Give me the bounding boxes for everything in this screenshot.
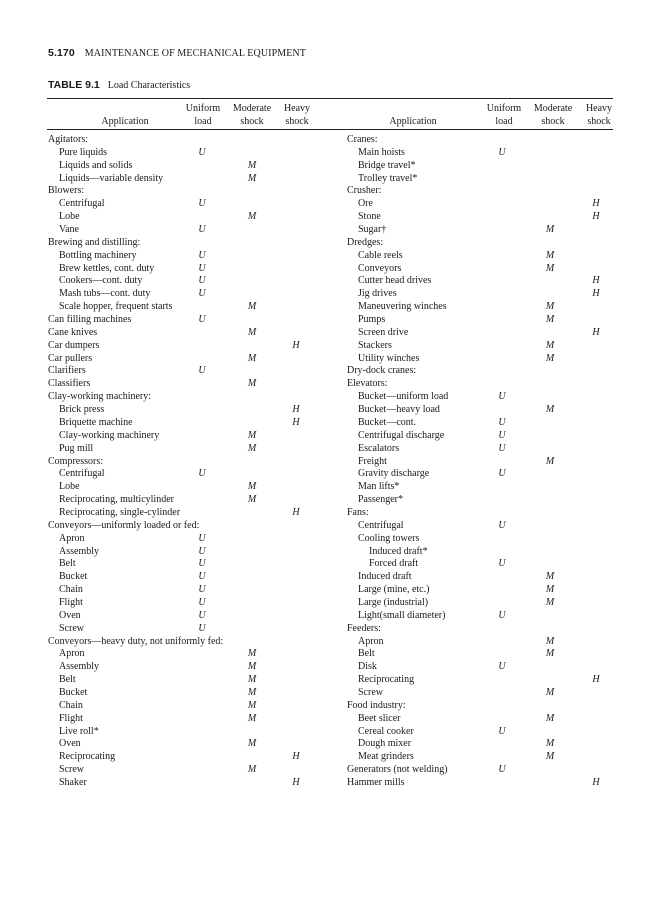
application-cell: Pumps (358, 314, 386, 326)
uniform-load-cell: U (498, 519, 506, 531)
heavy-shock-cell: H (592, 288, 600, 300)
table-row (0, 443, 662, 456)
table-top-rule (47, 98, 613, 99)
table-row (0, 687, 662, 700)
col-header-application-right: Application (389, 116, 437, 127)
moderate-shock-cell: M (545, 635, 555, 647)
heavy-shock-cell: H (292, 751, 300, 763)
moderate-shock-cell: M (247, 764, 257, 776)
application-cell: Blowers: (48, 185, 85, 197)
table-row (0, 546, 662, 559)
uniform-load-cell: U (498, 391, 506, 403)
col-header-moderate-line2: shock (240, 115, 264, 127)
application-cell: Bridge travel* (358, 159, 416, 171)
application-cell: Food industry: (347, 699, 406, 711)
uniform-load-cell: U (198, 198, 206, 210)
application-cell: Hammer mills (347, 777, 405, 788)
moderate-shock-cell: M (545, 584, 555, 596)
table-row (0, 353, 662, 366)
moderate-shock-cell: M (247, 301, 257, 313)
application-cell: Pug mill (59, 442, 94, 454)
table-row (0, 636, 662, 649)
heavy-shock-cell: H (592, 211, 600, 223)
table-row (0, 623, 662, 636)
application-cell: Gravity discharge (358, 468, 430, 480)
application-cell: Live roll* (59, 725, 99, 737)
application-cell: Cranes: (347, 134, 378, 145)
application-cell: Flight (59, 712, 83, 724)
application-cell: Cable reels (358, 249, 403, 261)
application-cell: Compressors: (48, 455, 103, 467)
table-row (0, 288, 662, 301)
table-row (0, 507, 662, 520)
application-cell: Clay-working machinery: (48, 391, 152, 403)
application-cell: Clarifiers (48, 365, 86, 377)
application-cell: Centrifugal (59, 468, 105, 480)
col-header-uniform-left (180, 103, 226, 128)
uniform-load-cell: U (198, 571, 206, 583)
moderate-shock-cell: M (545, 571, 555, 583)
application-cell: Reciprocating (358, 674, 415, 686)
uniform-load-cell: U (198, 275, 206, 287)
page-number: 5.170 (48, 47, 75, 59)
moderate-shock-cell: M (247, 481, 257, 493)
heavy-shock-cell: H (592, 674, 600, 686)
table-row (0, 584, 662, 597)
application-cell: Apron (59, 648, 85, 660)
heavy-shock-cell: H (592, 198, 600, 210)
application-cell: Stone (358, 211, 381, 223)
table-row (0, 738, 662, 751)
table-row (0, 533, 662, 546)
heavy-shock-cell: H (292, 339, 300, 351)
application-cell: Screw (59, 622, 84, 634)
application-cell: Beet slicer (358, 712, 401, 724)
application-cell: Utility winches (358, 352, 420, 364)
col-header-moderate-left (228, 103, 276, 128)
heavy-shock-cell: H (292, 506, 300, 518)
table-row (0, 327, 662, 340)
moderate-shock-cell: M (247, 429, 257, 441)
moderate-shock-cell: M (545, 686, 555, 698)
moderate-shock-cell: M (545, 352, 555, 364)
application-cell: Reciprocating (59, 751, 116, 763)
uniform-load-cell: U (198, 365, 206, 377)
moderate-shock-cell: M (545, 224, 555, 236)
uniform-load-cell: U (198, 262, 206, 274)
table-row (0, 237, 662, 250)
application-cell: Briquette machine (59, 416, 133, 428)
moderate-shock-cell: M (247, 494, 257, 506)
table-row (0, 430, 662, 443)
col-header-heavy-right (578, 103, 620, 128)
uniform-load-cell: U (498, 468, 506, 480)
col-header-moderate-line1: Moderate (232, 103, 272, 114)
table-row (0, 456, 662, 469)
moderate-shock-cell: M (545, 314, 555, 326)
application-cell: Induced draft* (369, 545, 428, 557)
running-title: MAINTENANCE OF MECHANICAL EQUIPMENT (84, 48, 306, 59)
application-cell: Main hoists (358, 146, 405, 158)
uniform-load-cell: U (498, 764, 506, 776)
application-cell: Bucket (59, 686, 88, 698)
application-cell: Cookers—cont. duty (59, 275, 143, 287)
col-header-moderate-line1: Moderate (533, 103, 573, 114)
heavy-shock-cell: H (292, 777, 300, 788)
application-cell: Dough mixer (358, 738, 412, 750)
table-row (0, 275, 662, 288)
application-cell: Forced draft (369, 558, 419, 570)
application-cell: Brewing and distilling: (48, 236, 141, 248)
application-cell: Screw (59, 764, 84, 776)
application-cell: Light(small diameter) (358, 609, 446, 621)
uniform-load-cell: U (198, 558, 206, 570)
application-cell: Pure liquids (59, 146, 108, 158)
table-row (0, 597, 662, 610)
application-cell: Oven (59, 738, 81, 750)
application-cell: Reciprocating, multicylinder (59, 494, 174, 506)
application-cell: Lobe (59, 481, 80, 493)
uniform-load-cell: U (198, 314, 206, 326)
uniform-load-cell: U (498, 442, 506, 454)
col-header-heavy-line1: Heavy (585, 103, 613, 114)
table-row (0, 250, 662, 263)
table-row (0, 571, 662, 584)
application-cell: Cane knives (48, 326, 98, 338)
application-cell: Mash tubs—cont. duty (59, 288, 151, 300)
table-row (0, 777, 662, 790)
application-cell: Centrifugal (358, 519, 404, 531)
table-caption (48, 79, 190, 91)
col-header-uniform-line1: Uniform (185, 103, 221, 114)
heavy-shock-cell: H (292, 404, 300, 416)
moderate-shock-cell: M (247, 352, 257, 364)
application-cell: Belt (358, 648, 375, 660)
application-cell: Screen drive (358, 326, 409, 338)
application-cell: Cutter head drives (358, 275, 432, 287)
application-cell: Belt (59, 674, 76, 686)
table-row (0, 404, 662, 417)
col-header-application-left: Application (101, 116, 149, 127)
col-header-moderate-right (529, 103, 577, 128)
application-cell: Car pullers (48, 352, 93, 364)
table-row (0, 391, 662, 404)
table-row (0, 417, 662, 430)
table-row (0, 378, 662, 391)
moderate-shock-cell: M (247, 159, 257, 171)
moderate-shock-cell: M (247, 326, 257, 338)
table-row (0, 648, 662, 661)
application-cell: Elevators: (347, 378, 388, 390)
application-cell: Freight (358, 455, 387, 467)
table-row (0, 481, 662, 494)
moderate-shock-cell: M (247, 648, 257, 660)
application-cell: Cereal cooker (358, 725, 414, 737)
table-title: Load Characteristics (107, 80, 191, 91)
application-cell: Brick press (59, 404, 105, 416)
table-header-rule (47, 129, 613, 130)
uniform-load-cell: U (198, 545, 206, 557)
table-row (0, 160, 662, 173)
uniform-load-cell: U (498, 558, 506, 570)
application-cell: Ore (358, 198, 373, 210)
moderate-shock-cell: M (545, 262, 555, 274)
running-header (48, 47, 306, 59)
moderate-shock-cell: M (545, 404, 555, 416)
moderate-shock-cell: M (545, 301, 555, 313)
uniform-load-cell: U (198, 532, 206, 544)
table-row (0, 134, 662, 147)
moderate-shock-cell: M (545, 596, 555, 608)
table-row (0, 185, 662, 198)
application-cell: Conveyors—uniformly loaded or fed: (48, 519, 200, 531)
col-header-uniform-line2: load (194, 115, 212, 127)
application-cell: Flight (59, 596, 83, 608)
application-cell: Dredges: (347, 236, 384, 248)
moderate-shock-cell: M (247, 674, 257, 686)
application-cell: Fans: (347, 506, 369, 518)
table-row (0, 713, 662, 726)
col-header-heavy-line2: shock (285, 115, 309, 127)
moderate-shock-cell: M (247, 738, 257, 750)
application-cell: Conveyors—heavy duty, not uniformly fed: (48, 635, 224, 647)
uniform-load-cell: U (198, 224, 206, 236)
moderate-shock-cell: M (247, 211, 257, 223)
uniform-load-cell: U (198, 146, 206, 158)
uniform-load-cell: U (198, 584, 206, 596)
application-cell: Assembly (59, 545, 99, 557)
table-row (0, 726, 662, 739)
application-cell: Centrifugal (59, 198, 105, 210)
application-cell: Assembly (59, 661, 99, 673)
application-cell: Screw (358, 686, 383, 698)
table-row (0, 301, 662, 314)
application-cell: Scale hopper, frequent starts (59, 301, 173, 313)
moderate-shock-cell: M (247, 686, 257, 698)
application-cell: Clay-working machinery (59, 429, 160, 441)
col-header-moderate-line2: shock (541, 115, 565, 127)
application-cell: Sugar† (358, 224, 387, 236)
uniform-load-cell: U (498, 416, 506, 428)
moderate-shock-cell: M (247, 172, 257, 184)
heavy-shock-cell: H (592, 326, 600, 338)
table-row (0, 520, 662, 533)
application-cell: Feeders: (347, 622, 381, 634)
table-row (0, 751, 662, 764)
table-row (0, 314, 662, 327)
col-header-heavy-line2: shock (587, 115, 611, 127)
col-header-uniform-right (481, 103, 527, 128)
table-row (0, 764, 662, 777)
application-cell: Disk (358, 661, 377, 673)
moderate-shock-cell: M (247, 699, 257, 711)
table-row (0, 674, 662, 687)
moderate-shock-cell: M (545, 249, 555, 261)
table-row (0, 198, 662, 211)
col-header-heavy-left (276, 103, 318, 128)
moderate-shock-cell: M (247, 378, 257, 390)
application-cell: Escalators (358, 442, 400, 454)
uniform-load-cell: U (498, 429, 506, 441)
uniform-load-cell: U (198, 288, 206, 300)
application-cell: Liquids and solids (59, 159, 133, 171)
application-cell: Passenger* (358, 494, 403, 506)
table-row (0, 224, 662, 237)
application-cell: Induced draft (358, 571, 412, 583)
application-cell: Conveyors (358, 262, 402, 274)
table-row (0, 468, 662, 481)
moderate-shock-cell: M (247, 661, 257, 673)
table-row (0, 147, 662, 160)
application-cell: Bucket—heavy load (358, 404, 440, 416)
application-cell: Cooling towers (358, 532, 420, 544)
application-cell: Man lifts* (358, 481, 400, 493)
application-cell: Jig drives (358, 288, 397, 300)
col-header-heavy-line1: Heavy (283, 103, 311, 114)
application-cell: Generators (not welding) (347, 764, 448, 776)
application-cell: Liquids—variable density (59, 172, 164, 184)
heavy-shock-cell: H (592, 275, 600, 287)
application-cell: Centrifugal discharge (358, 429, 445, 441)
application-cell: Belt (59, 558, 76, 570)
application-cell: Reciprocating, single-cylinder (59, 506, 181, 518)
uniform-load-cell: U (498, 609, 506, 621)
uniform-load-cell: U (498, 661, 506, 673)
application-cell: Apron (59, 532, 85, 544)
heavy-shock-cell: H (292, 416, 300, 428)
table-row (0, 365, 662, 378)
application-cell: Brew kettles, cont. duty (59, 262, 155, 274)
table-row (0, 700, 662, 713)
application-cell: Lobe (59, 211, 80, 223)
uniform-load-cell: U (198, 596, 206, 608)
application-cell: Bucket—cont. (358, 416, 417, 428)
uniform-load-cell: U (198, 609, 206, 621)
application-cell: Classifiers (48, 378, 91, 390)
application-cell: Bucket (59, 571, 88, 583)
moderate-shock-cell: M (545, 712, 555, 724)
moderate-shock-cell: M (545, 648, 555, 660)
col-header-uniform-line1: Uniform (486, 103, 522, 114)
uniform-load-cell: U (198, 468, 206, 480)
table-row (0, 340, 662, 353)
application-cell: Car dumpers (48, 339, 100, 351)
table-row (0, 173, 662, 186)
application-cell: Vane (59, 224, 79, 236)
table-row (0, 263, 662, 276)
application-cell: Crusher: (347, 185, 382, 197)
table-number: TABLE 9.1 (48, 79, 100, 91)
moderate-shock-cell: M (545, 738, 555, 750)
application-cell: Can filling machines (48, 314, 132, 326)
moderate-shock-cell: M (545, 751, 555, 763)
application-cell: Apron (358, 635, 384, 647)
uniform-load-cell: U (198, 622, 206, 634)
table-row (0, 558, 662, 571)
table-row (0, 661, 662, 674)
moderate-shock-cell: M (545, 455, 555, 467)
application-cell: Chain (59, 584, 83, 596)
application-cell: Meat grinders (358, 751, 414, 763)
application-cell: Large (mine, etc.) (358, 584, 430, 596)
table-row (0, 610, 662, 623)
col-header-uniform-line2: load (495, 115, 513, 127)
application-cell: Dry-dock cranes: (347, 365, 417, 377)
application-cell: Large (industrial) (358, 596, 429, 608)
moderate-shock-cell: M (247, 442, 257, 454)
application-cell: Agitators: (48, 134, 88, 145)
application-cell: Oven (59, 609, 81, 621)
moderate-shock-cell: M (545, 339, 555, 351)
uniform-load-cell: U (498, 725, 506, 737)
uniform-load-cell: U (498, 146, 506, 158)
application-cell: Trolley travel* (358, 172, 418, 184)
table-row (0, 211, 662, 224)
heavy-shock-cell: H (592, 777, 600, 788)
application-cell: Bottling machinery (59, 249, 137, 261)
moderate-shock-cell: M (247, 712, 257, 724)
application-cell: Maneuvering winches (358, 301, 447, 313)
application-cell: Bucket—uniform load (358, 391, 449, 403)
application-cell: Chain (59, 699, 83, 711)
application-cell: Shaker (59, 777, 87, 788)
application-cell: Stackers (358, 339, 392, 351)
uniform-load-cell: U (198, 249, 206, 261)
table-row (0, 494, 662, 507)
